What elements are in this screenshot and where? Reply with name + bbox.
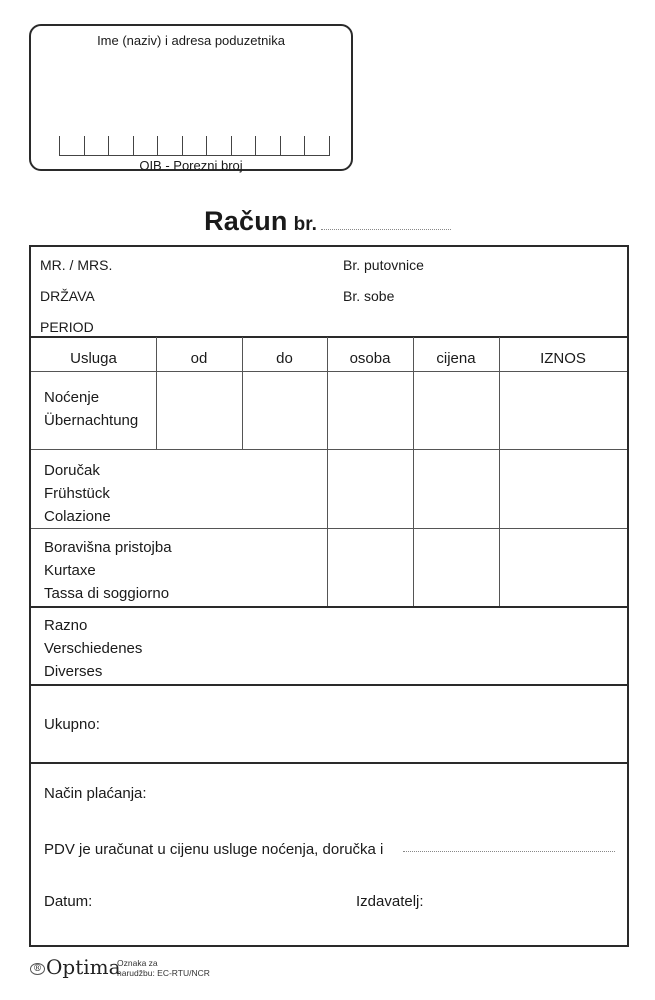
oib-input-cells[interactable] xyxy=(59,136,329,156)
registered-mark-icon: ® xyxy=(30,963,45,975)
divider xyxy=(31,336,627,338)
divider xyxy=(31,606,627,608)
order-code: Oznaka za narudžbu: EC-RTU/NCR xyxy=(117,958,210,978)
business-info-box xyxy=(29,24,353,171)
vat-note-field[interactable] xyxy=(403,851,615,852)
invoice-title xyxy=(0,206,655,237)
vat-note: PDV je uračunat u cijenu usluge noćenja, doručka i xyxy=(44,841,384,858)
column-divider xyxy=(327,337,328,606)
divider xyxy=(31,684,627,686)
service-row-nocenje: Noćenje Übernachtung xyxy=(44,389,139,429)
divider xyxy=(31,528,627,529)
invoice-number-field[interactable] xyxy=(321,229,451,230)
payment-method-label: Način plaćanja: xyxy=(44,785,147,802)
mr-mrs-label: MR. / MRS. xyxy=(40,257,113,273)
divider xyxy=(31,762,627,764)
optima-logo xyxy=(30,955,121,979)
col-header-iznos: IZNOS xyxy=(540,350,586,367)
divider xyxy=(31,449,627,450)
column-divider xyxy=(499,337,500,606)
brand-name: Optima xyxy=(46,955,121,979)
service-row-dorucak: Doručak Frühstück Colazione xyxy=(44,462,111,525)
oib-label: OIB - Porezni broj xyxy=(139,158,243,173)
col-header-usluga: Usluga xyxy=(70,350,117,367)
date-label: Datum: xyxy=(44,893,93,910)
period-label: PERIOD xyxy=(40,319,94,335)
total-label: Ukupno: xyxy=(44,716,100,733)
column-divider xyxy=(156,337,157,449)
invoice-title-main: Račun xyxy=(204,206,288,236)
divider xyxy=(31,371,627,372)
invoice-form xyxy=(29,245,629,947)
room-number-label: Br. sobe xyxy=(343,288,395,304)
col-header-do: do xyxy=(276,350,293,367)
passport-number-label: Br. putovnice xyxy=(343,257,424,273)
invoice-number-label: br. xyxy=(293,214,317,235)
column-divider xyxy=(413,337,414,606)
business-name-address-label: Ime (naziv) i adresa poduzetnika xyxy=(97,33,285,48)
col-header-cijena: cijena xyxy=(436,350,476,367)
col-header-osoba: osoba xyxy=(349,350,391,367)
country-label: DRŽAVA xyxy=(40,288,95,304)
misc-section: Razno Verschiedenes Diverses xyxy=(44,617,143,680)
issuer-label: Izdavatelj: xyxy=(356,893,424,910)
service-row-boravisna: Boravišna pristojba Kurtaxe Tassa di soggiorno xyxy=(44,539,172,602)
column-divider xyxy=(242,337,243,449)
col-header-od: od xyxy=(190,350,208,367)
